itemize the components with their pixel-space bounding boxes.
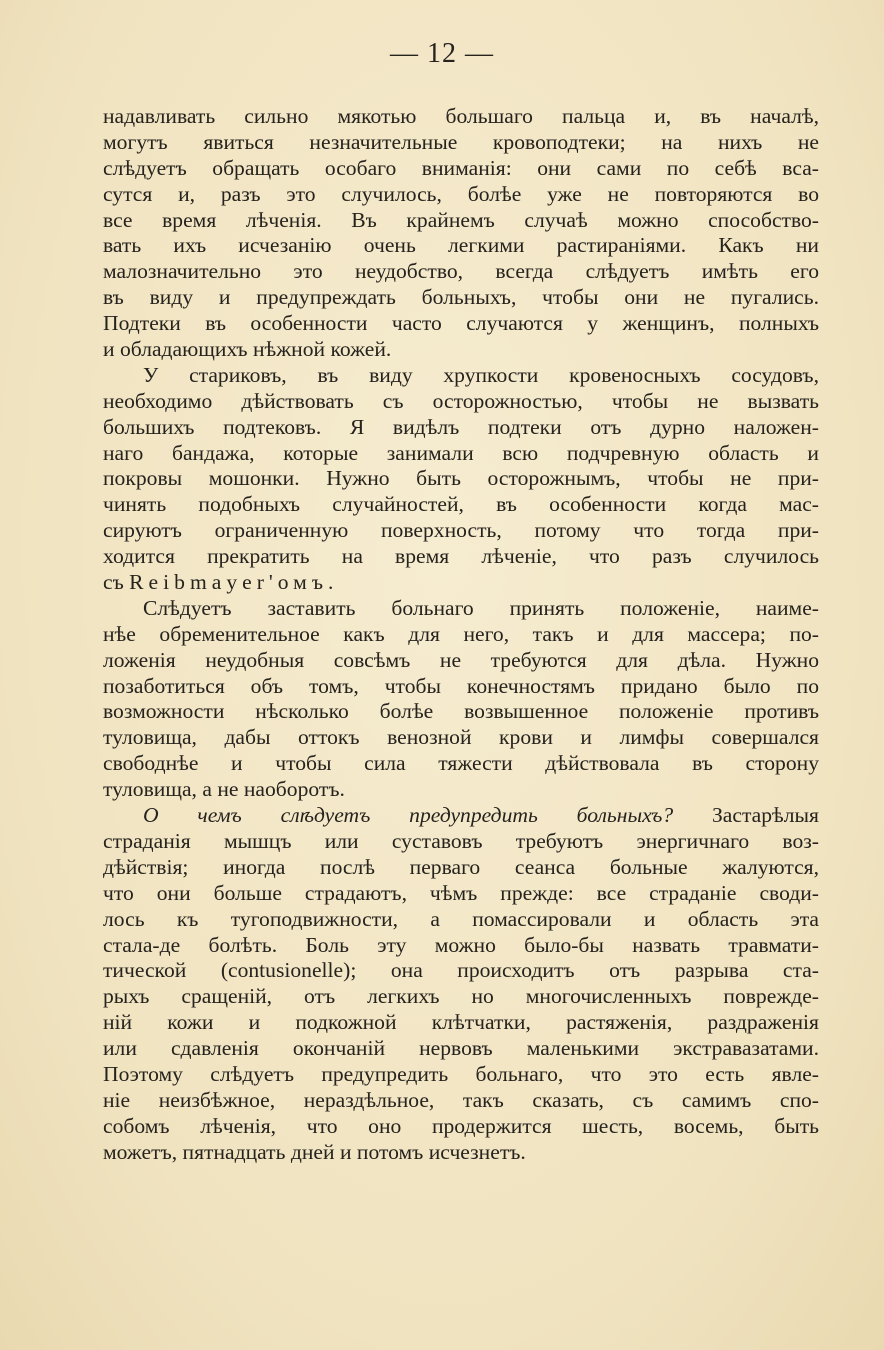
text-line: сутся и, разъ это случилось, болѣе уже не повторяются во bbox=[103, 181, 819, 206]
text-line: возможности нѣсколько болѣе возвышенное положеніе противъ bbox=[103, 699, 819, 724]
text-line: У стариковъ, въ виду хрупкости кровеносныхъ сосудовъ, bbox=[143, 362, 819, 387]
text-line: стала-де болѣть. Боль эту можно было-бы назвать травмати- bbox=[103, 932, 819, 957]
text-line: необходимо дѣйствовать съ осторожностью, чтобы не вызвать bbox=[103, 388, 819, 413]
text-line: въ виду и предупреждать больныхъ, чтобы они не пугались. bbox=[103, 285, 819, 310]
text-line: собомъ лѣченія, что оно продержится шесть, восемь, быть bbox=[103, 1113, 819, 1138]
text-line: наго бандажа, которые занимали всю подчревную область и bbox=[103, 440, 819, 465]
spaced-name: Reibmayer'омъ bbox=[129, 570, 328, 595]
text-line: тической (contusionelle); она происходитъ отъ разрыва ста- bbox=[103, 958, 819, 983]
body-text bbox=[103, 104, 819, 1166]
text-line: Подтеки въ особенности часто случаются у женщинъ, полныхъ bbox=[103, 311, 819, 336]
text-line: Поэтому слѣдуетъ предупредить больнаго, что это есть явле- bbox=[103, 1061, 819, 1086]
text-line: свободнѣе и чтобы сила тяжести дѣйствовала въ сторону bbox=[103, 751, 819, 776]
text-line: лось къ тугоподвижности, а помассировали и область эта bbox=[103, 906, 819, 931]
text-line bbox=[103, 570, 819, 596]
text-line: все время лѣченія. Въ крайнемъ случаѣ можно способство- bbox=[103, 207, 819, 232]
text-fragment: съ bbox=[103, 570, 130, 595]
text-line: нѣе обременительное какъ для него, такъ и для массера; по- bbox=[103, 621, 819, 646]
text-line: покровы мошонки. Нужно быть осторожнымъ, чтобы не при- bbox=[103, 466, 819, 491]
text-line: позаботиться объ томъ, чтобы конечностямъ придано было по bbox=[103, 673, 819, 698]
text-line: туловища, дабы оттокъ венозной крови и лимфы совершался bbox=[103, 725, 819, 750]
text-line: дѣйствія; иногда послѣ перваго сеанса больные жалуются, bbox=[103, 854, 819, 879]
text-line: что они больше страдаютъ, чѣмъ прежде: все страданіе своди- bbox=[103, 880, 819, 905]
text-line: могутъ явиться незначительные кровоподтеки; на нихъ не bbox=[103, 129, 819, 154]
text-line: Слѣдуетъ заставить больнаго принять положеніе, наиме- bbox=[143, 595, 819, 620]
text-line: страданія мышцъ или суставовъ требуютъ энергичнаго воз- bbox=[103, 828, 819, 853]
text-fragment: . bbox=[328, 570, 334, 595]
text-line: можетъ, пятнадцать дней и потомъ исчезнетъ. bbox=[103, 1139, 526, 1164]
text-line: слѣдуетъ обращать особаго вниманія: они сами по себѣ вса- bbox=[103, 155, 819, 180]
text-line bbox=[103, 803, 819, 829]
text-line: и обладающихъ нѣжной кожей. bbox=[103, 337, 392, 362]
text-line: или сдавленія окончаній нервовъ маленькими экстравазатами. bbox=[103, 1036, 819, 1061]
text-line: ній кожи и подкожной клѣтчатки, растяженія, раздраженія bbox=[103, 1010, 819, 1035]
text-line: туловища, а не наоборотъ. bbox=[103, 777, 345, 802]
text-line: малозначительно это неудобство, всегда слѣдуетъ имѣть его bbox=[103, 259, 819, 284]
text-line: ніе неизбѣжное, нераздѣльное, такъ сказать, съ самимъ спо- bbox=[103, 1087, 819, 1112]
page-number: — 12 — bbox=[390, 38, 494, 69]
text-line: надавливать сильно мякотью большаго пальца и, въ началѣ, bbox=[103, 104, 819, 128]
text-line: ложенія неудобныя совсѣмъ не требуются для дѣла. Нужно bbox=[103, 647, 819, 672]
text-line: большихъ подтековъ. Я видѣлъ подтеки отъ дурно наложен- bbox=[103, 414, 819, 439]
text-line: сируютъ ограниченную поверхность, потому что тогда при- bbox=[103, 518, 819, 543]
text-fragment: Застарѣлыя bbox=[673, 803, 819, 828]
italic-question: О чемъ слѣдуетъ предупредить больныхъ? bbox=[143, 803, 674, 828]
text-line: чинять подобныхъ случайностей, въ особенности когда мас- bbox=[103, 492, 819, 517]
text-line: ходится прекратить на время лѣченіе, что разъ случилось bbox=[103, 544, 819, 569]
text-line: рыхъ сращеній, отъ легкихъ но многочисленныхъ поврежде- bbox=[103, 984, 819, 1009]
text-line: вать ихъ исчезанію очень легкими растираніями. Какъ ни bbox=[103, 233, 819, 258]
